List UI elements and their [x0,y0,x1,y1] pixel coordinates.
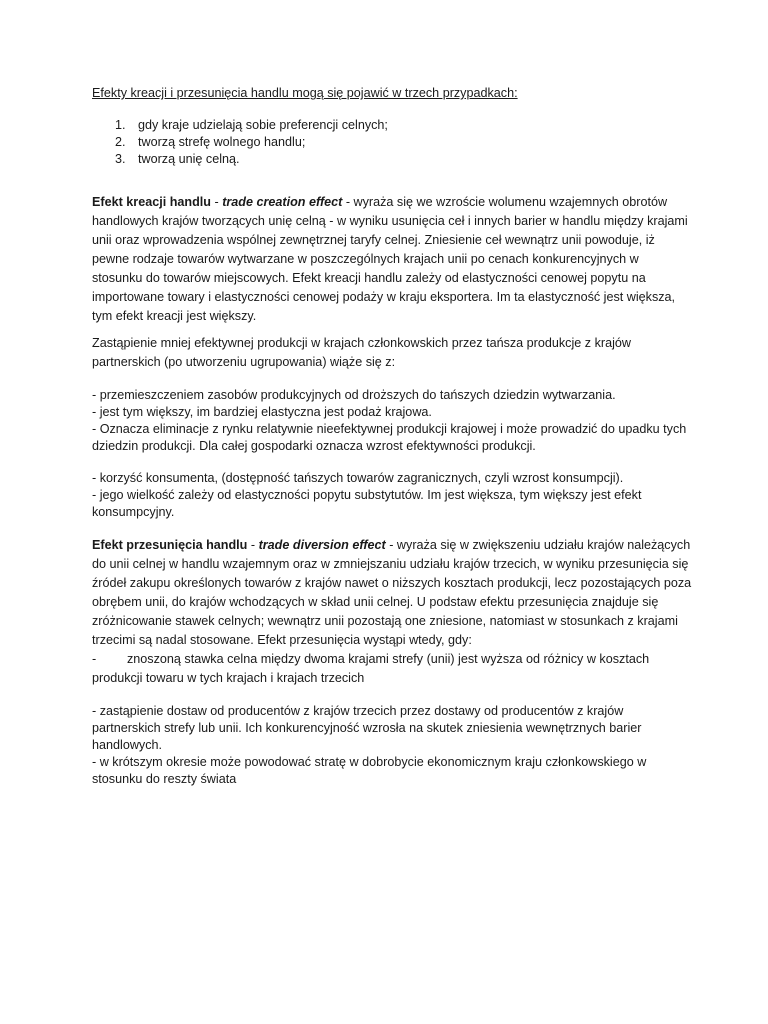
effect-item: - jest tym większy, im bardziej elastyczna jest podaż krajowa. [92,405,432,419]
effect-item: - zastąpienie dostaw od producentów z krajów trzecich przez dostawy od producentów z krajów partnerskich strefy lub unii. Ich konkurencyjność wzrosła na skutek zniesienia wewnętrznych barier handlowych. [92,704,642,752]
trade-diversion-term: trade diversion effect [258,538,386,552]
cases-list [92,117,692,168]
trade-creation-title: Efekt kreacji handlu [92,195,211,209]
list-item [115,151,692,168]
section-heading: Efekty kreacji i przesunięcia handlu mogą się pojawić w trzech przypadkach: [92,86,518,100]
separator: - [247,538,259,552]
list-number: 1. [115,118,126,132]
effect-item: - Oznacza eliminacje z rynku relatywnie nieefektywnej produkcji krajowej i może prowadzić do upadku tych dziedzin produkcji. Dla całej gospodarki oznacza wzrost efektywności produkcji. [92,422,687,453]
trade-diversion-body: - wyraża się w zwiększeniu udziału krajów należących do unii celnej w handlu wzajemnym oraz w zmniejszaniu udziału krajów trzecich, w wyniku przesunięcia się źródeł zakupu określonych towarów z krajów nawet o niższych kosztach produkcji, lecz pozostających poza obrębem unii, do krajów wchodzących w skład unii celnej. U podstaw efektu przesunięcia znajduje się zróżnicowanie stawek celnych; wewnątrz unii pozostają one zniesione, natomiast w stosunkach z krajami trzecimi są nadal stosowane. Efekt przesunięcia wystąpi wtedy, gdy: [92,538,692,647]
list-item [115,117,692,134]
effect-item: - jego wielkość zależy od elastyczności popytu substytutów. Im jest większa, tym większy jest efekt konsumpcyjny. [92,488,642,519]
separator: - [210,195,223,209]
trade-diversion-title: Efekt przesunięcia handlu [92,538,248,552]
trade-creation-paragraph [92,193,692,326]
list-text: tworzą unię celną. [138,152,240,166]
trade-creation-body: - wyraża się we wzroście wolumenu wzajemnych obrotów handlowych krajów tworzących unię celną - w wyniku usunięcia ceł i innych barier w handlu między krajami unii oraz wprowadzenia wspólnej zewnętrznej taryfy celnej. Zniesienie ceł wewnątrz unii powoduje, iż pewne rodzaje towarów wytwarzane w poszczególnych krajach unii po cenach konkurencyjnych w stosunku do towarów miejscowych. Efekt kreacji handlu zależy od elastyczności cenowej popytu na importowane towary i elastyczności cenowej podaży w kraju eksportera. Im ta elastyczność jest większa, tym efekt kreacji jest większy. [92,195,688,323]
condition-text: znoszoną stawka celna między dwoma krajami strefy (unii) jest wyższa od różnicy w kosztach produkcji towaru w tych krajach i krajach trzecich [92,652,650,685]
effect-item: - w krótszym okresie może powodować stratę w dobrobycie ekonomicznym kraju członkowskiego w stosunku do reszty świata [92,755,647,786]
list-item [115,134,692,151]
diversion-condition [92,650,692,688]
list-number: 3. [115,152,126,166]
list-number: 2. [115,135,126,149]
effect-item: - korzyść konsumenta, (dostępność tańszych towarów zagranicznych, czyli wzrost konsumpcji). [92,471,624,485]
document-content [92,85,692,788]
effect-item: - przemieszczeniem zasobów produkcyjnych od droższych do tańszych dziedzin wytwarzania. [92,388,616,402]
condition-dash: - [92,652,97,666]
list-text: gdy kraje udzielają sobie preferencji celnych; [138,118,388,132]
trade-creation-term: trade creation effect [222,195,343,209]
list-text: tworzą strefę wolnego handlu; [138,135,306,149]
trade-diversion-paragraph [92,536,692,650]
replacement-intro: Zastąpienie mniej efektywnej produkcji w krajach członkowskich przez tańsza produkcje z krajów partnerskich (po utworzeniu ugrupowania) wiąże się z: [92,336,631,369]
